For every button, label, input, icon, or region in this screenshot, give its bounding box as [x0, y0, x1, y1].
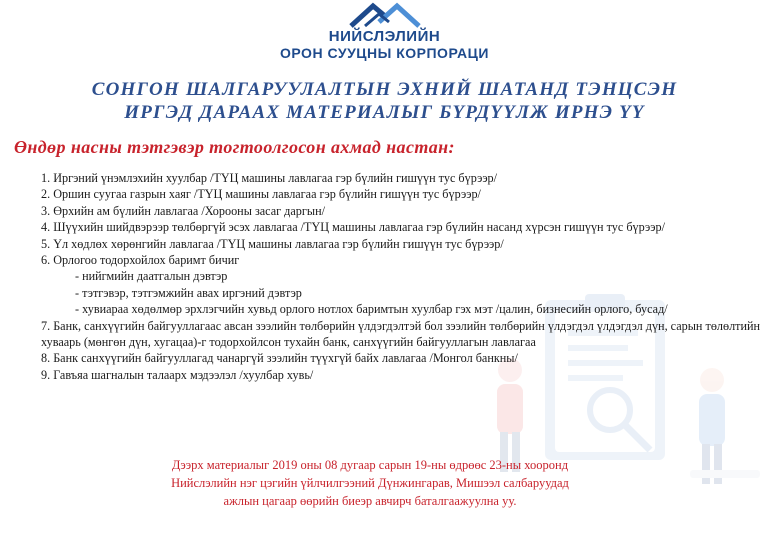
page-title-line1: СОНГОН ШАЛГАРУУЛАЛТЫН ЭХНИЙ ШАТАНД ТЭНЦСЭН: [91, 79, 678, 100]
page-title-line2: ИРГЭД ДАРААХ МАТЕРИАЛЫГ БҮРДҮҮЛЖ ИРНЭ ҮҮ: [124, 102, 645, 123]
footer-note-line1: Дээрх материалыг 2019 оны 08 дугаар сарын 19-ны өдрөөс 23-ны хооронд: [171, 458, 569, 472]
list-item: 8. Банк санхүүгийн байгууллагад чанаргүй зээлийн түүхгүй байх лавлагаа /Монгол банкны/: [41, 351, 518, 366]
organization-logo: [0, 2, 769, 61]
footer-note-line3: ажлын цагаар өөрийн биеэр авчирч баталгаажуулна уу.: [223, 494, 517, 508]
list-item: 9. Гавъяа шагналын талаарх мэдээлэл /хуулбар хувь/: [41, 367, 314, 382]
list-subitem: - тэтгэвэр, тэтгэмжийн авах иргэний дэвтэр: [75, 285, 302, 300]
logo-text-line2: ОРОН СУУЦНЫ КОРПОРАЦИ: [280, 45, 489, 61]
list-subitem: - хувиараа хөдөлмөр эрхлэгчийн хувьд орлого нотлох баримтын хуулбар гэх мэт /цалин, бизнесийн орлого, бусад/: [75, 302, 668, 317]
category-subheading: Өндөр насны тэтгэвэр тогтоолгосон ахмад настан:: [14, 137, 455, 157]
house-roof-icon: [343, 2, 427, 28]
logo-text-line1: НИЙСЛЭЛИЙН: [328, 28, 441, 45]
list-item: 2. Оршин суугаа газрын хаяг /ТҮЦ машины лавлагаа гэр бүлийн гишүүн тус бүрээр/: [41, 187, 481, 202]
list-item: 3. Өрхийн ам бүлийн лавлагаа /Хорооны засаг даргын/: [41, 203, 325, 218]
requirements-list: [41, 170, 766, 383]
list-item: 5. Үл хөдлөх хөрөнгийн лавлагаа /ТҮЦ машины лавлагаа гэр бүлийн гишүүн тус бүрээр/: [41, 236, 504, 251]
list-item: 1. Иргэний үнэмлэхийн хуулбар /ТҮЦ машины лавлагаа гэр бүлийн гишүүн тус бүрээр/: [41, 171, 498, 185]
list-item: 7. Банк, санхүүгийн байгууллагаас авсан зээлийн төлбөрийн үлдэгдэлтэй бол зээлийн төлбөрийн үлдэгдэл үлдэгдэл дүн, сарын төлөлтийн хуваарь (мөнгөн дүн, хугацаа)-г тодорхойлсон тухайн банк, санхүүгийн байгууллагын лавлагаа: [41, 318, 761, 350]
list-item: 4. Шүүхийн шийдвэрээр төлбөргүй эсэх лавлагаа /ТҮЦ машины лавлагаа гэр бүлийн насанд хүрсэн гишүүн тус бүрээр/: [41, 220, 665, 235]
list-subitem: - нийгмийн даатгалын дэвтэр: [75, 269, 228, 284]
list-item: 6. Орлогоо тодорхойлох баримт бичиг: [41, 253, 240, 268]
footer-note-line2: Нийслэлийн нэг цэгийн үйлчилгээний Дүнжингарав, Мишээл салбаруудад: [171, 476, 569, 490]
